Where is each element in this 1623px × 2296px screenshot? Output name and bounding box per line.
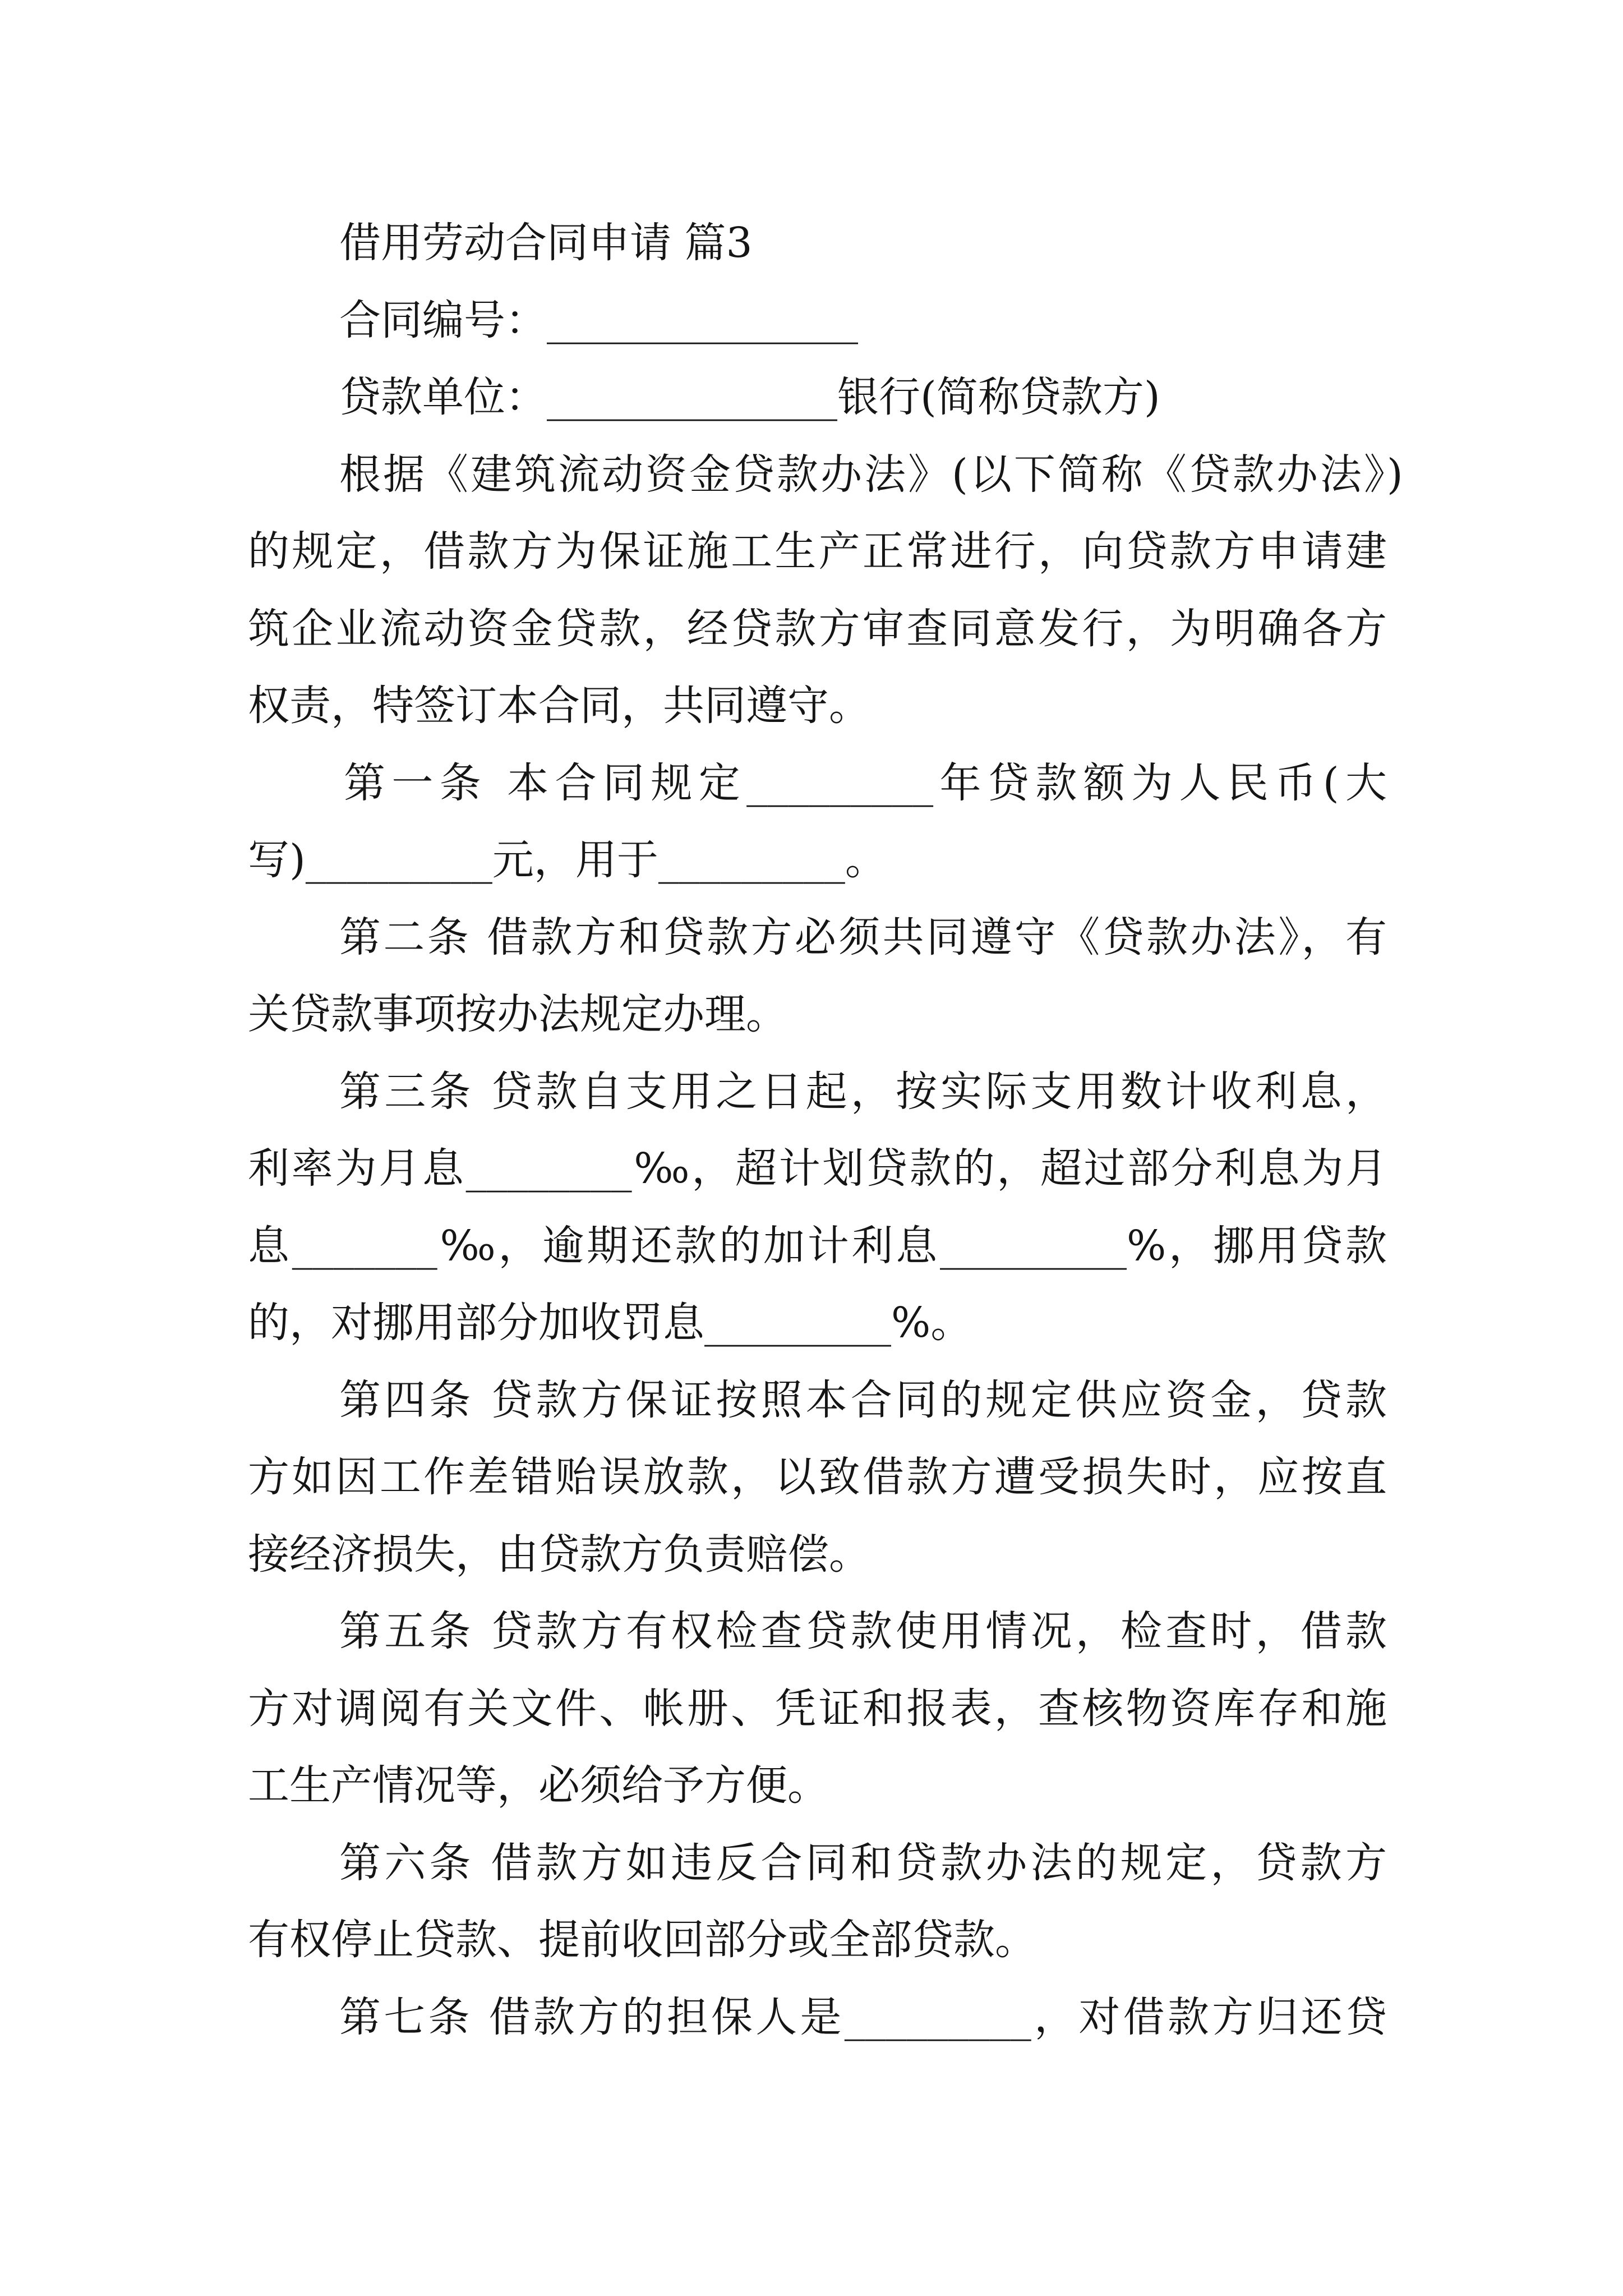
article-line: 接经济损失，由贷款方负责赔偿。 [248, 1530, 870, 1579]
article-line: 第七条 借款方的担保人是_________，对借款方归还贷 [339, 1993, 1387, 2041]
article-line: 工生产情况等，必须给予方便。 [248, 1761, 829, 1810]
article-line: 方对调阅有关文件、帐册、凭证和报表，查核物资库存和施 [248, 1684, 1387, 1733]
article-line: 第四条 贷款方保证按照本合同的规定供应资金，贷款 [339, 1375, 1387, 1424]
document-heading: 借用劳动合同申请 篇3 [339, 219, 753, 267]
article-line: 关贷款事项按办法规定办理。 [248, 990, 787, 1038]
article-line: 第六条 借款方如违反合同和贷款办法的规定，贷款方 [339, 1838, 1387, 1887]
document-body [248, 205, 1405, 2056]
article-line: 息_______‰，逾期还款的加计利息_________%，挪用贷款 [248, 1221, 1387, 1270]
lender-line: 贷款单位：______________银行(简称贷款方) [339, 373, 1160, 421]
article-line: 第一条 本合同规定_________年贷款额为人民币(大 [344, 758, 1387, 807]
article-5 [248, 1593, 1387, 1825]
preamble-line: 权责，特签订本合同，共同遵守。 [248, 682, 870, 730]
article-6 [248, 1825, 1387, 1979]
article-line: 的，对挪用部分加收罚息_________%。 [248, 1299, 972, 1347]
preamble-line: 根据《建筑流动资金贷款办法》(以下简称《贷款办法》) [339, 450, 1405, 499]
preamble-line: 的规定，借款方为保证施工生产正常进行，向贷款方申请建 [248, 527, 1387, 576]
article-7 [248, 1979, 1387, 2056]
article-line: 第二条 借款方和贷款方必须共同遵守《贷款办法》，有 [339, 913, 1387, 961]
article-line: 利率为月息________‰，超计划贷款的，超过部分利息为月 [248, 1144, 1387, 1193]
article-line: 写)_________元，用于_________。 [248, 836, 887, 884]
contract-number-line: 合同编号：_______________ [339, 296, 858, 344]
article-4 [248, 1362, 1387, 1594]
article-line: 有权停止贷款、提前收回部分或全部贷款。 [248, 1916, 1036, 1964]
article-1 [248, 745, 1387, 899]
article-line: 第五条 贷款方有权检查贷款使用情况，检查时，借款 [339, 1607, 1387, 1655]
preamble-paragraph [248, 436, 1405, 745]
article-2 [248, 899, 1387, 1053]
article-line: 第三条 贷款自支用之日起，按实际支用数计收利息， [339, 1067, 1387, 1116]
article-3 [248, 1053, 1387, 1362]
preamble-line: 筑企业流动资金贷款，经贷款方审查同意发行，为明确各方 [248, 604, 1387, 653]
article-line: 方如因工作差错贻误放款，以致借款方遭受损失时，应按直 [248, 1453, 1387, 1501]
